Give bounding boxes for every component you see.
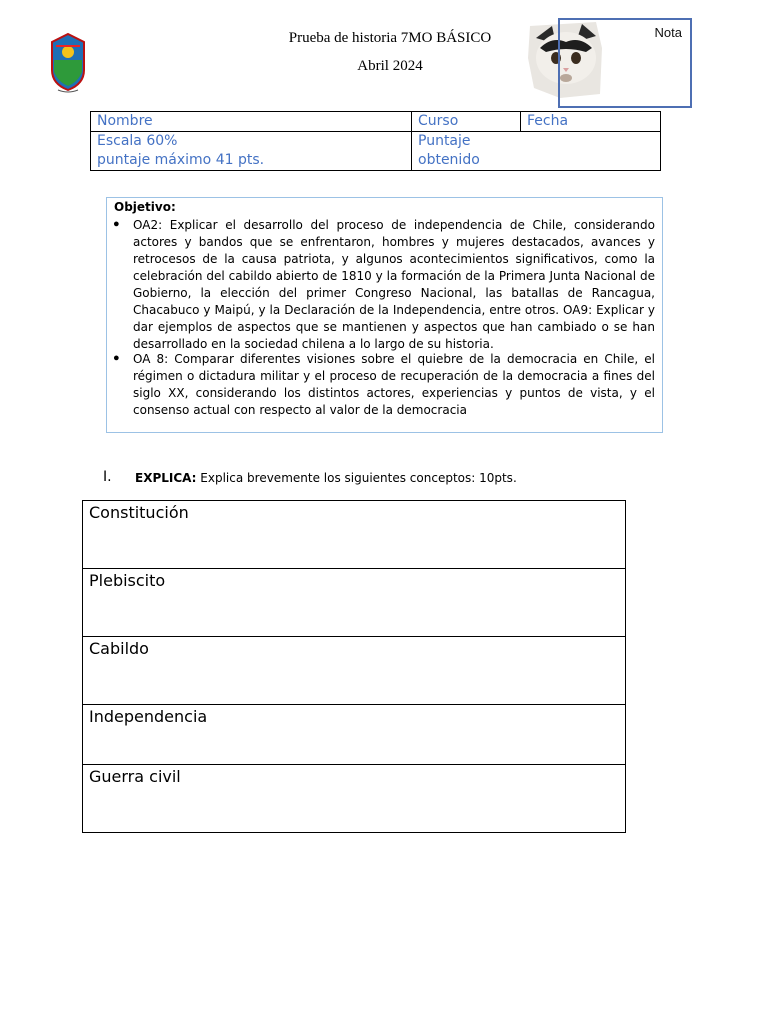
school-logo [48,32,88,94]
name-field[interactable]: Nombre [97,113,153,129]
objective-item: OA2: Explicar el desarrollo del proceso de independencia de Chile, considerando actores y bandos que se enfrentaron, hombres y mujeres destacados, avances y retrocesos de la causa patriota, y algunos acontecimientos significativos, como la celebración del cabildo abierto de 1810 y la formación de la Primera Junta Nacional de Gobierno, la elección del primer Congreso Nacional, las batallas de Rancagua, Chacabuco y Maipú, y la Declaración de la Independencia, entre otros. OA9: Explicar y dar ejemplos de aspectos que se mantienen y aspectos que han cambiado o se han desarrollado en la sociedad chilena a lo largo de su historia. [133,218,655,351]
concept-label: Independencia [89,707,208,726]
objectives-box [106,197,663,433]
concept-label: Guerra civil [89,767,181,786]
date-field[interactable]: Fecha [527,113,569,129]
exam-title: Prueba de historia 7MO BÁSICO [288,30,492,46]
concept-row[interactable] [83,569,625,637]
concept-label: Plebiscito [89,571,166,590]
exam-date: Abril 2024 [357,58,423,74]
bullet-icon: ● [113,352,120,364]
grade-box[interactable] [558,18,692,108]
grade-label: Nota [654,25,682,40]
scale-label: Escala 60% [97,133,178,149]
section-instruction [135,471,517,485]
concept-row[interactable] [83,637,625,705]
score-label: Puntaje [418,133,471,149]
concept-label: Cabildo [89,639,149,658]
section-text: Explica brevemente los siguientes conceptos: 10pts. [196,471,517,485]
concept-label: Constitución [89,503,189,522]
max-score-label: puntaje máximo 41 pts. [97,152,265,168]
bullet-icon: ● [113,218,120,230]
section-label: EXPLICA: [135,471,197,485]
concepts-table [82,500,626,833]
concept-row[interactable] [83,705,625,765]
score-obtained-label: obtenido [418,152,480,168]
objective-item: OA 8: Comparar diferentes visiones sobre el quiebre de la democracia en Chile, el régimen o dictadura militar y el proceso de recuperación de la democracia a fines del siglo XX, considerando los distintos actores, experiencias y puntos de vista, y el consenso actual con respecto al valor de la democracia [133,352,655,417]
course-field[interactable]: Curso [418,113,459,129]
concept-row[interactable] [83,765,625,832]
student-info-table [90,111,661,171]
concept-row[interactable] [83,501,625,569]
section-number: I. [103,469,112,485]
objectives-title: Objetivo: [114,200,176,214]
